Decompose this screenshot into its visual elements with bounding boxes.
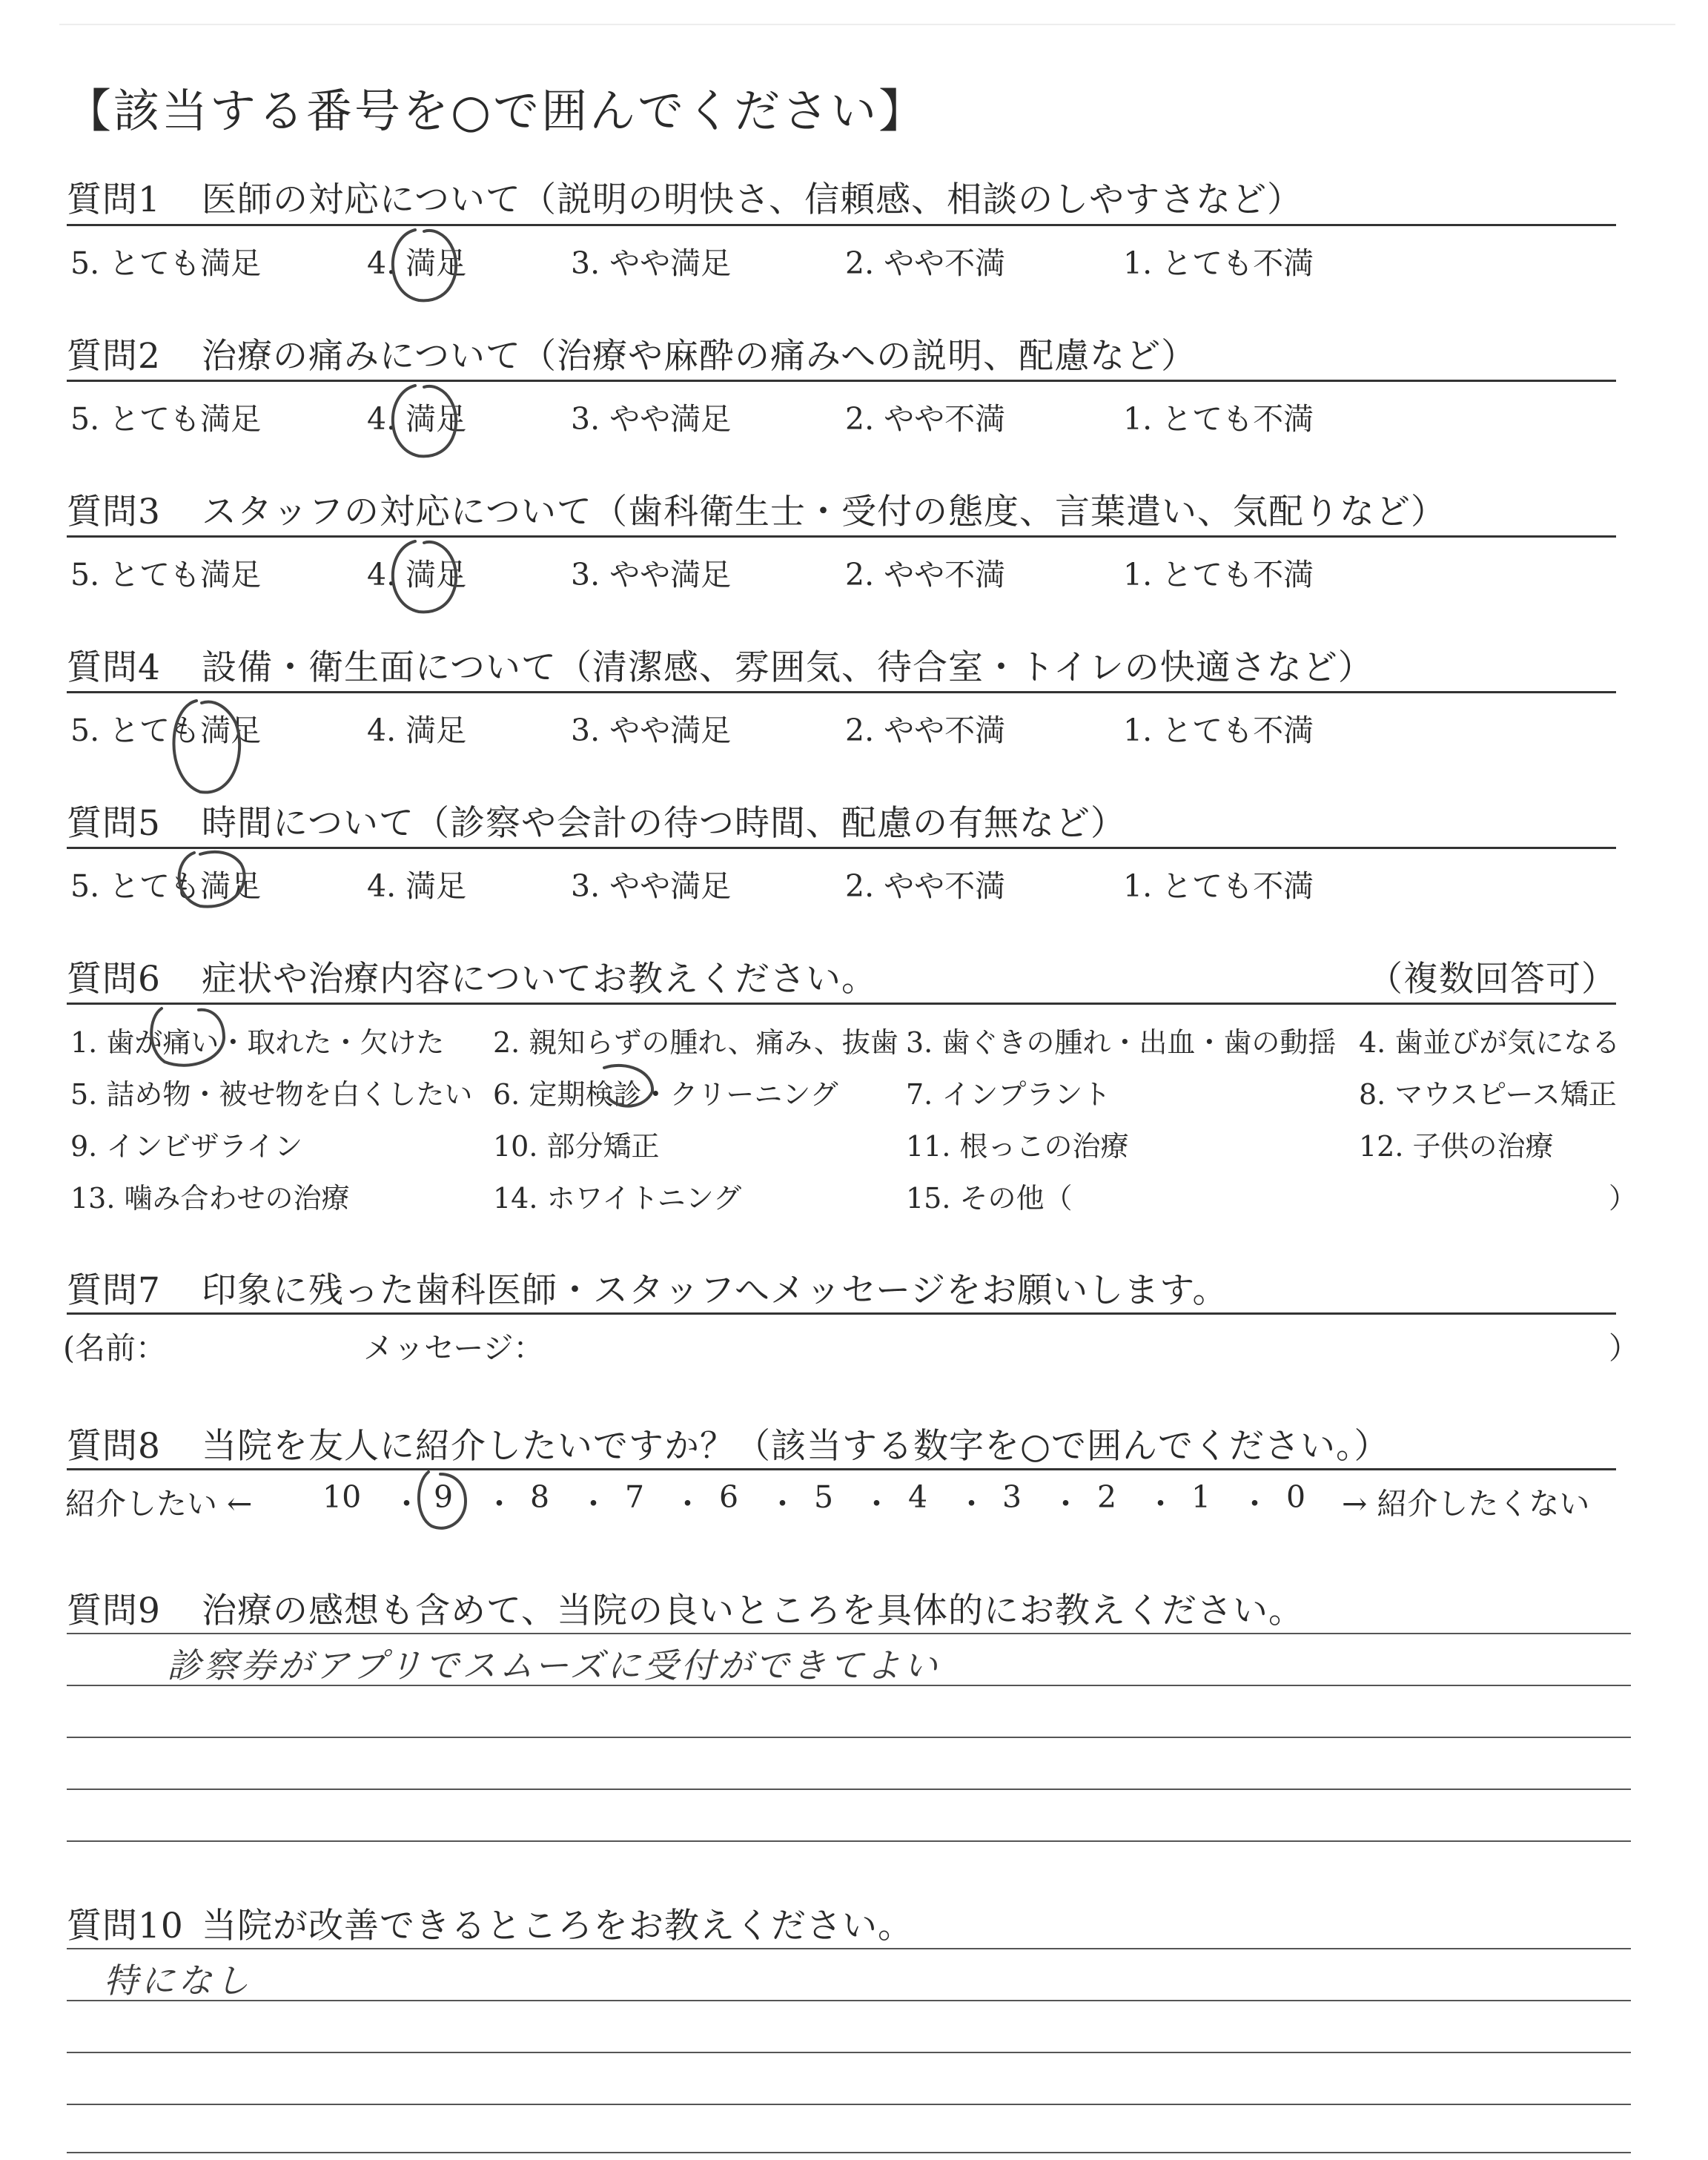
symptom-option[interactable]: 14. ホワイトニング: [493, 1182, 742, 1215]
symptom-option[interactable]: 13. 噛み合わせの治療: [70, 1182, 350, 1215]
option-very-satisfied[interactable]: 5. とても満足: [70, 713, 262, 748]
score-separator: ・: [956, 1486, 987, 1522]
score-7[interactable]: 7: [625, 1479, 645, 1515]
score-9[interactable]: 9: [434, 1479, 454, 1515]
other-close-paren: ）: [1609, 1182, 1638, 1215]
recommend-right-label: → 紹介したくない: [1342, 1486, 1590, 1522]
score-5[interactable]: 5: [814, 1479, 834, 1515]
question-number: 質問7: [67, 1270, 161, 1311]
question-number: 質問10: [67, 1906, 184, 1946]
handwritten-answer[interactable]: 診察券がアプリでスムーズに受付ができてよい: [167, 1645, 941, 1685]
q6-option1-selection-circle: [151, 1008, 224, 1066]
question-text: 症状や治療内容についてお教えください。: [202, 959, 878, 1000]
question-number: 質問6: [67, 959, 161, 1000]
score-2[interactable]: 2: [1097, 1479, 1117, 1515]
form-header: 【該当する番号を○で囲んでください】: [65, 84, 927, 138]
score-3[interactable]: 3: [1002, 1479, 1022, 1515]
score-1[interactable]: 1: [1191, 1479, 1211, 1515]
question-text: スタッフの対応について（歯科衛生士・受付の態度、言葉遣い、気配りなど）: [202, 492, 1447, 532]
option-somewhat-satisfied[interactable]: 3. やや満足: [571, 401, 732, 437]
score-separator: ・: [484, 1486, 514, 1522]
option-somewhat-dissatisfied[interactable]: 2. やや不満: [845, 557, 1006, 592]
message-label: メッセージ：: [363, 1330, 544, 1366]
symptom-option[interactable]: 4. 歯並びが気になる: [1359, 1026, 1621, 1059]
score-separator: ・: [578, 1486, 609, 1522]
symptom-option[interactable]: 12. 子供の治療: [1359, 1130, 1554, 1163]
symptom-option[interactable]: 9. インビザライン: [70, 1130, 303, 1163]
q2-selection-circle: [393, 386, 456, 456]
question-text: 設備・衛生面について（清潔感、雰囲気、待合室・トイレの快適さなど）: [202, 647, 1374, 688]
option-satisfied[interactable]: 4. 満足: [367, 401, 467, 437]
option-somewhat-dissatisfied[interactable]: 2. やや不満: [845, 713, 1006, 748]
option-satisfied[interactable]: 4. 満足: [367, 868, 467, 904]
option-very-satisfied[interactable]: 5. とても満足: [70, 557, 262, 592]
option-satisfied[interactable]: 4. 満足: [367, 713, 467, 748]
option-somewhat-dissatisfied[interactable]: 2. やや不満: [845, 868, 1006, 904]
score-8[interactable]: 8: [530, 1479, 550, 1515]
option-satisfied[interactable]: 4. 満足: [367, 245, 467, 281]
symptom-option[interactable]: 7. インプラント: [906, 1078, 1111, 1111]
question-number: 質問9: [67, 1591, 161, 1631]
option-somewhat-satisfied[interactable]: 3. やや満足: [571, 868, 732, 904]
question-number: 質問3: [67, 492, 161, 532]
handwritten-answer[interactable]: 特になし: [104, 1961, 252, 2001]
score-separator: ・: [391, 1486, 422, 1522]
question-number: 質問1: [67, 179, 161, 220]
option-very-dissatisfied[interactable]: 1. とても不満: [1123, 245, 1314, 281]
question-number: 質問2: [67, 336, 161, 377]
score-separator: ・: [1050, 1486, 1081, 1522]
symptom-option[interactable]: 10. 部分矯正: [493, 1130, 660, 1163]
q5-selection-circle: [179, 852, 245, 907]
option-very-satisfied[interactable]: 5. とても満足: [70, 245, 262, 281]
name-label: (名前：: [63, 1330, 166, 1366]
option-very-dissatisfied[interactable]: 1. とても不満: [1123, 713, 1314, 748]
option-somewhat-dissatisfied[interactable]: 2. やや不満: [845, 245, 1006, 281]
q1-selection-circle: [393, 230, 456, 300]
message-close-paren: ）: [1609, 1330, 1639, 1366]
option-very-dissatisfied[interactable]: 1. とても不満: [1123, 868, 1314, 904]
question-text: 治療の感想も含めて、当院の良いところを具体的にお教えください。: [202, 1591, 1305, 1631]
question-text: 時間について（診察や会計の待つ時間、配慮の有無など）: [202, 803, 1127, 844]
question-text: 印象に残った歯科医師・スタッフへメッセージをお願いします。: [202, 1270, 1228, 1311]
score-separator: ・: [861, 1486, 892, 1522]
symptom-option[interactable]: 2. 親知らずの腫れ、痛み、抜歯: [493, 1026, 898, 1059]
score-separator: ・: [767, 1486, 798, 1522]
option-somewhat-dissatisfied[interactable]: 2. やや不満: [845, 401, 1006, 437]
symptom-option[interactable]: 11. 根っこの治療: [906, 1130, 1129, 1163]
symptom-option[interactable]: 6. 定期検診・クリーニング: [493, 1078, 838, 1111]
score-0[interactable]: 0: [1286, 1479, 1306, 1515]
q6-option6-selection-circle: [604, 1066, 652, 1106]
option-somewhat-satisfied[interactable]: 3. やや満足: [571, 713, 732, 748]
question-number: 質問8: [67, 1426, 161, 1467]
score-separator: ・: [1145, 1486, 1176, 1522]
score-separator: ・: [672, 1486, 703, 1522]
option-very-dissatisfied[interactable]: 1. とても不満: [1123, 557, 1314, 592]
symptom-option[interactable]: 5. 詰め物・被せ物を白くしたい: [70, 1078, 473, 1111]
question-number: 質問4: [67, 647, 161, 688]
score-4[interactable]: 4: [908, 1479, 928, 1515]
symptom-option-other[interactable]: 15. その他（: [906, 1182, 1073, 1215]
symptom-option[interactable]: 8. マウスピース矯正: [1359, 1078, 1617, 1111]
question-text: 治療の痛みについて（治療や麻酔の痛みへの説明、配慮など）: [202, 336, 1197, 377]
question-text: 医師の対応について（説明の明快さ、信頼感、相談のしやすさなど）: [202, 179, 1303, 220]
question-text: 当院が改善できるところをお教えください。: [202, 1906, 913, 1946]
question-text: 当院を友人に紹介したいですか？（該当する数字を○で囲んでください。）: [202, 1426, 1390, 1467]
score-6[interactable]: 6: [719, 1479, 739, 1515]
option-very-satisfied[interactable]: 5. とても満足: [70, 868, 262, 904]
option-very-dissatisfied[interactable]: 1. とても不満: [1123, 401, 1314, 437]
score-separator: ・: [1239, 1486, 1270, 1522]
option-very-satisfied[interactable]: 5. とても満足: [70, 401, 262, 437]
q3-selection-circle: [393, 541, 456, 612]
score-10[interactable]: 10: [322, 1479, 362, 1515]
symptom-option[interactable]: 1. 歯が痛い・取れた・欠けた: [70, 1026, 445, 1059]
option-somewhat-satisfied[interactable]: 3. やや満足: [571, 245, 732, 281]
q8-selection-circle: [419, 1472, 466, 1528]
q4-selection-circle: [173, 701, 239, 793]
option-somewhat-satisfied[interactable]: 3. やや満足: [571, 557, 732, 592]
question-number: 質問5: [67, 803, 161, 844]
option-satisfied[interactable]: 4. 満足: [367, 557, 467, 592]
symptom-option[interactable]: 3. 歯ぐきの腫れ・出血・歯の動揺: [906, 1026, 1337, 1059]
multiple-answers-note: （複数回答可）: [1368, 959, 1617, 1000]
recommend-left-label: 紹介したい ←: [65, 1486, 253, 1522]
